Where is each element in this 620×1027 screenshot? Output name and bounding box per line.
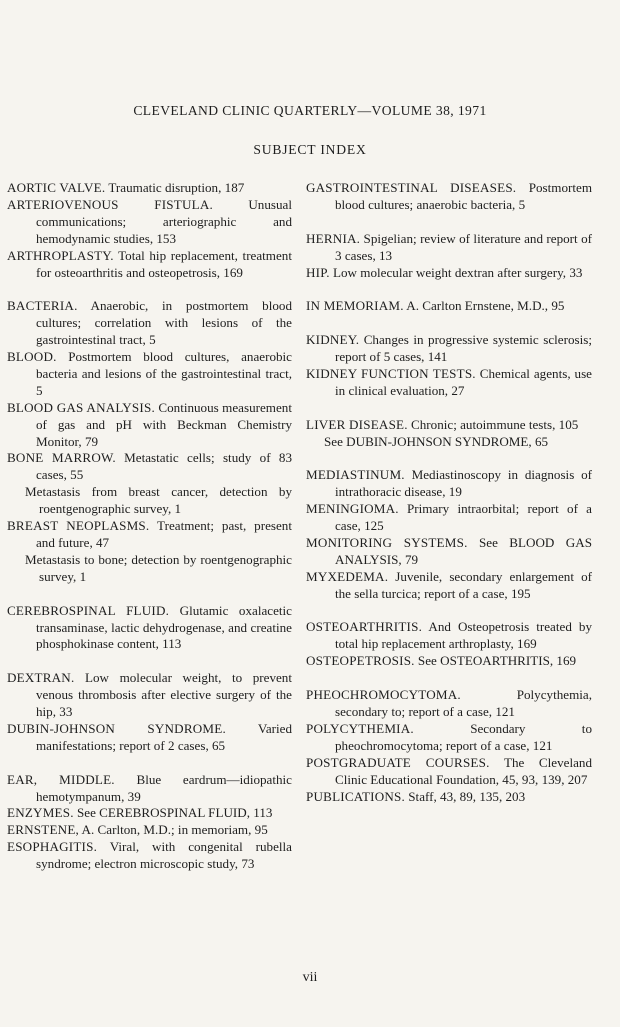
index-heading: CEREBROSPINAL FLUID.: [7, 602, 170, 618]
index-entry: [306, 298, 592, 315]
index-text: The Cleveland Clinic Educational Foundation, 45, 93, 139, 207: [335, 754, 592, 787]
index-text: See DUBIN-JOHNSON SYNDROME, 65: [324, 433, 549, 449]
index-text: Spigelian; review of literature and report of 3 cases, 13: [335, 230, 592, 263]
index-text: Chemical agents, use in clinical evaluation, 27: [335, 365, 592, 398]
index-entry: [7, 822, 292, 839]
index-text: Postmortem blood cultures, anaerobic bacteria and lesions of the gastrointestinal tract, 5: [36, 349, 292, 398]
index-heading: ARTHROPLASTY.: [7, 247, 114, 263]
index-entry: [306, 619, 592, 653]
index-text: Secondary to pheochromocytoma; report of a case, 121: [335, 720, 592, 753]
index-text: Postmortem blood cultures; anaerobic bacteria, 5: [335, 180, 592, 212]
index-text: Mediastinoscopy in diagnosis of intrathoracic disease, 19: [335, 467, 592, 500]
index-text: Glutamic oxalacetic transaminase, lactic dehydrogenase, and creatine phosphokinase content, 113: [36, 602, 292, 652]
index-heading: BREAST NEOPLASMS.: [7, 518, 150, 534]
index-text: Primary intraorbital; report of a case, 125: [335, 501, 592, 534]
index-text: Changes in progressive systemic sclerosis; report of 5 cases, 141: [335, 332, 592, 365]
index-entry: [7, 180, 292, 197]
index-column-right: [306, 180, 592, 805]
index-heading: MEDIASTINUM.: [306, 467, 405, 483]
index-heading: BLOOD.: [7, 349, 57, 365]
index-entry: [306, 467, 592, 501]
index-entry: [306, 653, 592, 670]
index-text: Viral, with congenital rubella syndrome; electron microscopic study, 73: [36, 839, 292, 872]
index-column-left: [7, 180, 292, 873]
index-text: Treatment; past, present and future, 47: [36, 518, 292, 551]
index-heading: BACTERIA.: [7, 298, 78, 314]
index-entry: [7, 450, 292, 484]
index-entry: [306, 180, 592, 214]
index-entry: [306, 265, 592, 282]
index-entry: [7, 349, 292, 400]
entry-spacer: [306, 281, 592, 298]
index-heading: MONITORING SYSTEMS.: [306, 534, 468, 550]
index-entry: [7, 603, 292, 654]
index-heading: KIDNEY FUNCTION TESTS.: [306, 365, 476, 381]
index-entry: [7, 518, 292, 552]
index-subentry: [306, 434, 592, 451]
index-text: Anaerobic, in postmortem blood cultures; correlation with lesions of the gastrointestinal tract, 5: [36, 298, 292, 348]
index-text: And Osteopetrosis treated by total hip replacement arthroplasty, 169: [335, 619, 592, 652]
index-heading: GASTROINTESTINAL DISEASES.: [306, 180, 517, 195]
index-heading: MENINGIOMA.: [306, 501, 399, 517]
index-text: Juvenile, secondary enlargement of the sella turcica; report of a case, 195: [335, 568, 592, 601]
index-entry: [306, 721, 592, 755]
index-text: Metastatic cells; study of 83 cases, 55: [36, 450, 292, 483]
entry-spacer: [306, 214, 592, 231]
index-heading: DEXTRAN.: [7, 670, 75, 686]
index-text: Varied manifestations; report of 2 cases, 65: [36, 720, 292, 753]
index-text: Total hip replacement, treatment for osteoarthritis and osteopetrosis, 169: [36, 247, 292, 280]
entry-spacer: [306, 450, 592, 467]
index-entry: [306, 501, 592, 535]
index-text: Chronic; autoimmune tests, 105: [407, 416, 579, 432]
index-text: A. Carlton, M.D.; in memoriam, 95: [79, 822, 268, 838]
index-heading: OSTEOPETROSIS.: [306, 653, 415, 669]
index-heading: MYXEDEMA.: [306, 568, 389, 584]
index-heading: PUBLICATIONS.: [306, 788, 405, 804]
index-entry: [306, 789, 592, 806]
index-entry: [306, 687, 592, 721]
index-text: Unusual communications; arteriographic and hemodynamic studies, 153: [36, 196, 292, 246]
index-entry: [306, 366, 592, 400]
index-entry: [7, 805, 292, 822]
entry-spacer: [7, 586, 292, 603]
entry-spacer: [7, 755, 292, 772]
entry-spacer: [306, 603, 592, 620]
index-text: See OSTEOARTHRITIS, 169: [414, 653, 577, 669]
index-heading: HERNIA.: [306, 230, 361, 246]
index-entry: [7, 248, 292, 282]
index-text: Low molecular weight, to prevent venous thrombosis after elective surgery of the hip, 33: [36, 670, 292, 720]
index-text: Metastasis to bone; detection by roentgenographic survey, 1: [25, 551, 292, 584]
index-heading: AORTIC VALVE.: [7, 180, 106, 195]
index-subentry: [7, 484, 292, 518]
index-text: Low molecular weight dextran after surgery, 33: [329, 264, 583, 280]
index-entry: [306, 535, 592, 569]
index-heading: PHEOCHROMOCYTOMA.: [306, 687, 461, 703]
index-entry: [7, 670, 292, 721]
index-text: A. Carlton Ernstene, M.D., 95: [403, 298, 565, 314]
index-entry: [306, 332, 592, 366]
index-entry: [7, 721, 292, 755]
entry-spacer: [7, 653, 292, 670]
index-heading: BONE MARROW.: [7, 450, 116, 466]
index-text: Metastasis from breast cancer, detection by roentgenographic survey, 1: [25, 484, 292, 517]
index-heading: DUBIN-JOHNSON SYNDROME.: [7, 720, 226, 736]
index-heading: ARTERIOVENOUS FISTULA.: [7, 196, 213, 212]
index-text: Polycythemia, secondary to; report of a case, 121: [335, 687, 592, 719]
entry-spacer: [7, 281, 292, 298]
page-number: vii: [302, 970, 318, 985]
index-heading: ENZYMES.: [7, 805, 74, 821]
index-heading: IN MEMORIAM.: [306, 298, 404, 314]
index-heading: ERNSTENE,: [7, 822, 79, 838]
index-heading: EAR, MIDDLE.: [7, 771, 115, 787]
index-entry: [306, 231, 592, 265]
index-entry: [7, 400, 292, 451]
index-text: Continuous measurement of gas and pH with Beckman Chemistry Monitor, 79: [36, 399, 292, 449]
index-entry: [7, 839, 292, 873]
index-text: See CEREBROSPINAL FLUID, 113: [73, 805, 273, 821]
index-heading: OSTEOARTHRITIS.: [306, 619, 423, 635]
index-heading: BLOOD GAS ANALYSIS.: [7, 399, 155, 415]
entry-spacer: [306, 315, 592, 332]
index-entry: [7, 298, 292, 349]
index-entry: [306, 417, 592, 434]
index-text: Traumatic disruption, 187: [105, 180, 245, 195]
entry-spacer: [306, 400, 592, 417]
index-heading: ESOPHAGITIS.: [7, 839, 98, 855]
index-title: SUBJECT INDEX: [253, 142, 367, 157]
index-heading: HIP.: [306, 264, 330, 280]
index-entry: [306, 569, 592, 603]
index-text: See BLOOD GAS ANALYSIS, 79: [335, 534, 592, 567]
index-entry: [306, 755, 592, 789]
index-entry: [7, 772, 292, 806]
index-heading: POLYCYTHEMIA.: [306, 720, 414, 736]
index-subentry: [7, 552, 292, 586]
entry-spacer: [306, 670, 592, 687]
index-text: Staff, 43, 89, 135, 203: [405, 788, 526, 804]
index-heading: LIVER DISEASE.: [306, 416, 408, 432]
index-entry: [7, 197, 292, 248]
index-heading: POSTGRADUATE COURSES.: [306, 754, 490, 770]
journal-header: CLEVELAND CLINIC QUARTERLY—VOLUME 38, 1971: [133, 103, 487, 118]
index-text: Blue eardrum—idiopathic hemotympanum, 39: [36, 771, 292, 804]
index-heading: KIDNEY.: [306, 332, 360, 348]
